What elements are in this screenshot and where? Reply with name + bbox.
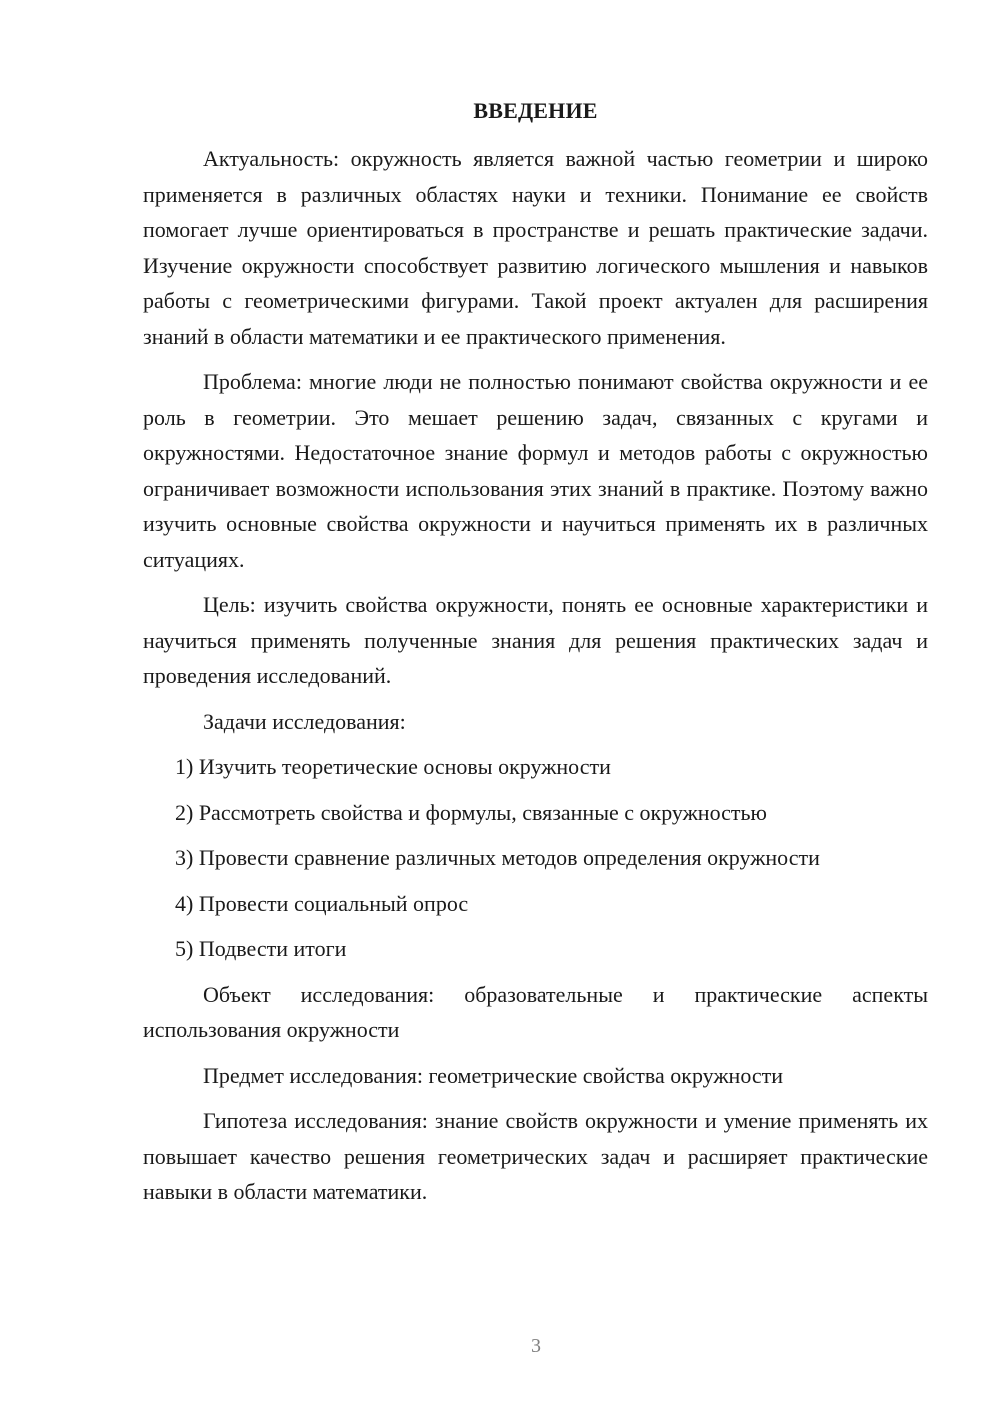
task-item: 5) Подвести итоги [175, 936, 347, 961]
task-item: 4) Провести социальный опрос [175, 890, 469, 916]
hypothesis-paragraph: Гипотеза исследования: знание свойств окружности и умение применять их повышает качество решения геометрических задач и расширяет практические навыки в области математики. [143, 1108, 928, 1204]
document-body [143, 141, 928, 1220]
problem-paragraph: Проблема: многие люди не полностью понимают свойства окружности и ее роль в геометрии. Это мешает решению задач, связанных с кругами и окружностями. Недостаточное знание формул и методов работы с окружностью ограничивает возможности использования этих знаний в практике. Поэтому важно изучить основные свойства окружности и научиться применять их в различных ситуациях. [143, 369, 928, 572]
task-item: 1) Изучить теоретические основы окружности [175, 754, 611, 779]
task-item: 2) Рассмотреть свойства и формулы, связанные с окружностью [175, 799, 767, 825]
goal-paragraph: Цель: изучить свойства окружности, понять ее основные характеристики и научиться применять полученные знания для решения практических задач и проведения исследований. [143, 592, 928, 688]
subject-paragraph: Предмет исследования: геометрические свойства окружности [203, 1062, 784, 1088]
section-heading: ВВЕДЕНИЕ [473, 98, 598, 123]
object-paragraph: Объект исследования: образовательные и практические аспекты использования окружности [143, 981, 928, 1042]
task-item: 3) Провести сравнение различных методов определения окружности [175, 845, 820, 870]
relevance-paragraph: Актуальность: окружность является важной частью геометрии и широко применяется в различных областях науки и техники. Понимание ее свойств помогает лучше ориентироваться в пространстве и решать практические задачи. Изучение окружности способствует развитию логического мышления и навыков работы с геометрическими фигурами. Такой проект актуален для расширения знаний в области математики и ее практического применения. [143, 146, 928, 349]
page-number: 3 [531, 1335, 541, 1357]
tasks-title: Задачи исследования: [203, 708, 406, 734]
